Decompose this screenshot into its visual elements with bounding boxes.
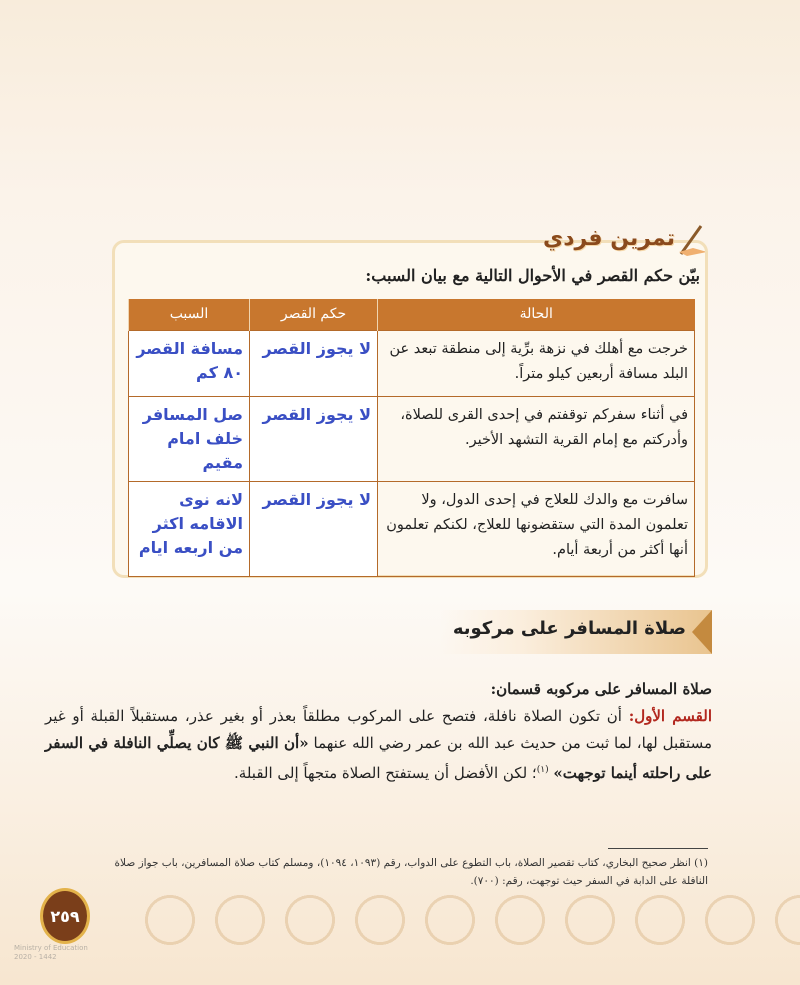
header-reason: السبب [129,299,250,330]
ruling-answer[interactable]: لا يجوز القصر [250,481,378,576]
section-intro: صلاة المسافر على مركوبه قسمان: [490,680,712,698]
table-row [129,396,695,481]
ruling-answer[interactable]: لا يجوز القصر [250,396,378,481]
body-text: أن تكون الصلاة نافلة، فتصح على المركوب مطلقاً بعذر أو بغير عذر، مستقبلاً القبلة أو غير مستقبل لها، لما ثبت من حديث عبد الله بن عمر رضي الله عنهما [45,707,713,752]
case-cell: في أثناء سفركم توقفتم في إحدى القرى للصلاة، وأدركتم مع إمام القرية التشهد الأخير. [378,396,695,481]
exercise-instruction: بيّن حكم القصر في الأحوال التالية مع بيان السبب: [365,266,700,285]
chevron-ornament-icon [692,610,712,654]
exercise-title: تمرين فردي [543,226,675,251]
section-title: صلاة المسافر على مركوبه [452,618,686,639]
reason-answer[interactable]: مسافة القصر ٨٠ كم [129,330,250,396]
ministry-logo [14,944,88,962]
logo-text: Ministry of Education [14,944,88,952]
footnote-ref[interactable]: (١) [536,765,549,775]
body-text-end: ؛ لكن الأفضل أن يستفتح الصلاة متجهاً إلى القبلة. [234,764,537,782]
reason-answer[interactable]: صل المسافر خلف امام مقيم [129,396,250,481]
page-number: ٢٥٩ [40,888,90,944]
section-body [45,676,712,787]
reason-answer[interactable]: لانه نوى الاقامه اكثر من اربعه ايام [129,481,250,576]
header-case: الحالة [378,299,695,330]
pencil-icon [677,222,705,258]
case-cell: سافرت مع والدك للعلاج في إحدى الدول، ولا تعلمون المدة التي ستقضونها للعلاج، لكنكم تعلمون أنها أكثر من أربعة أيام. [378,481,695,576]
case-cell: خرجت مع أهلك في نزهة برِّية إلى منطقة تبعد عن البلد مسافة أربعين كيلو متراً. [378,330,695,396]
table-row [129,330,695,396]
table-header [129,299,695,330]
table-row [129,481,695,576]
header-ruling: حكم القصر [250,299,378,330]
hadith-text: «أن النبي ﷺ كان يصلِّي النافلة في السفر على راحلته أينما توجهت» [45,734,712,782]
decorative-ornament [130,880,800,960]
logo-year: 2020 - 1442 [14,953,57,961]
exercise-table [128,299,695,577]
part-label: القسم الأول: [628,707,712,725]
footnote: (١) انظر صحيح البخاري، كتاب تقصير الصلاة، باب التطوع على الدواب، رقم (١٠٩٣، ١٠٩٤)، ومسلم كتاب صلاة المسافرين، باب جواز صلاة النافلة على الدابة في السفر حيث توجهت، رقم: (٧٠٠). [114,857,708,887]
ruling-answer[interactable]: لا يجوز القصر [250,330,378,396]
section-banner [440,610,712,654]
footnote-divider [608,848,708,849]
